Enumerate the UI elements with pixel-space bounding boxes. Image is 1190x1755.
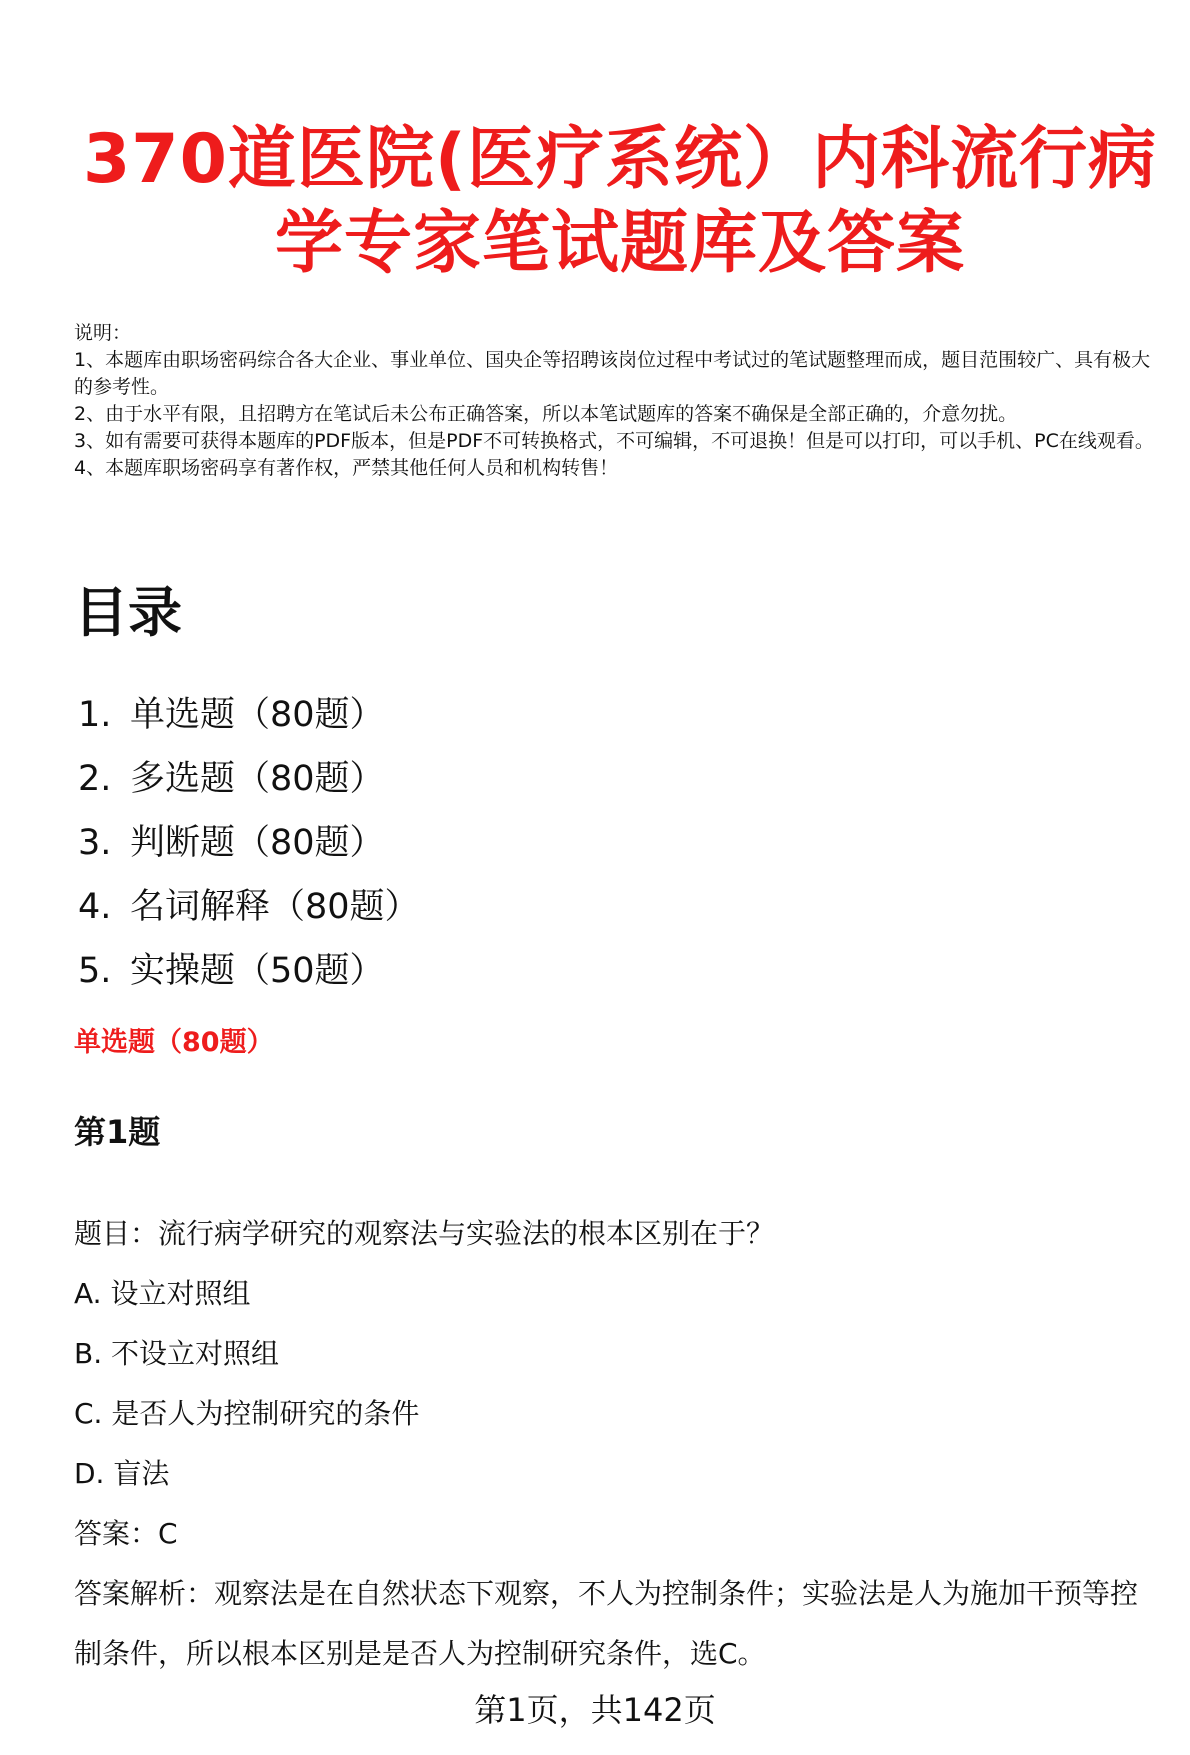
toc-item-label: 多选题（80题）	[130, 759, 385, 799]
question-stem: 题目：流行病学研究的观察法与实验法的根本区别在于？	[74, 1217, 775, 1250]
toc-heading: 目录	[74, 581, 182, 644]
toc-item-label: 实操题（50题）	[130, 951, 385, 991]
notes-heading: 说明：	[74, 322, 132, 344]
toc-item[interactable]	[78, 939, 420, 1003]
toc-item-number: 4.	[78, 887, 112, 927]
note-item: 2、由于水平有限，且招聘方在笔试后未公布正确答案，所以本笔试题库的答案不确保是全部正确的，介意勿扰。	[74, 403, 1018, 425]
toc-item[interactable]	[78, 811, 420, 875]
question-option: C. 是否人为控制研究的条件	[74, 1397, 420, 1430]
toc-item[interactable]	[78, 683, 420, 747]
page-footer: 第1页，共142页	[474, 1691, 716, 1729]
toc-list	[78, 683, 420, 1003]
toc-item-number: 2.	[78, 759, 112, 799]
toc-item-label: 名词解释（80题）	[130, 887, 420, 927]
question-heading: 第1题	[74, 1113, 161, 1151]
toc-item[interactable]	[78, 875, 420, 939]
toc-item[interactable]	[78, 747, 420, 811]
question-explanation: 答案解析：观察法是在自然状态下观察，不人为控制条件；实验法是人为施加干预等控制条件，所以根本区别是是否人为控制研究条件，选C。	[74, 1577, 1139, 1670]
note-item: 1、本题库由职场密码综合各大企业、事业单位、国央企等招聘该岗位过程中考试过的笔试题整理而成，题目范围较广、具有极大的参考性。	[74, 349, 1151, 398]
question-body	[74, 1204, 1164, 1684]
note-item: 4、本题库职场密码享有著作权，严禁其他任何人员和机构转售！	[74, 457, 619, 479]
toc-item-number: 1.	[78, 695, 112, 735]
toc-item-number: 5.	[78, 951, 112, 991]
document-title	[60, 118, 1180, 286]
question-option: A. 设立对照组	[74, 1277, 251, 1310]
title-line-2: 学专家笔试题库及答案	[274, 204, 965, 283]
note-item: 3、如有需要可获得本题库的PDF版本，但是PDF不可转换格式，不可编辑，不可退换！但是可以打印，可以手机、PC在线观看。	[74, 430, 1154, 452]
toc-item-number: 3.	[78, 823, 112, 863]
section-heading: 单选题（80题）	[74, 1027, 274, 1058]
notes-block	[74, 320, 1154, 482]
question-answer: 答案：C	[74, 1517, 178, 1550]
question-option: B. 不设立对照组	[74, 1337, 280, 1370]
title-line-1: 370道医院(医疗系统）内科流行病	[82, 120, 1158, 199]
toc-item-label: 判断题（80题）	[130, 823, 385, 863]
question-option: D. 盲法	[74, 1457, 170, 1490]
toc-item-label: 单选题（80题）	[130, 695, 385, 735]
